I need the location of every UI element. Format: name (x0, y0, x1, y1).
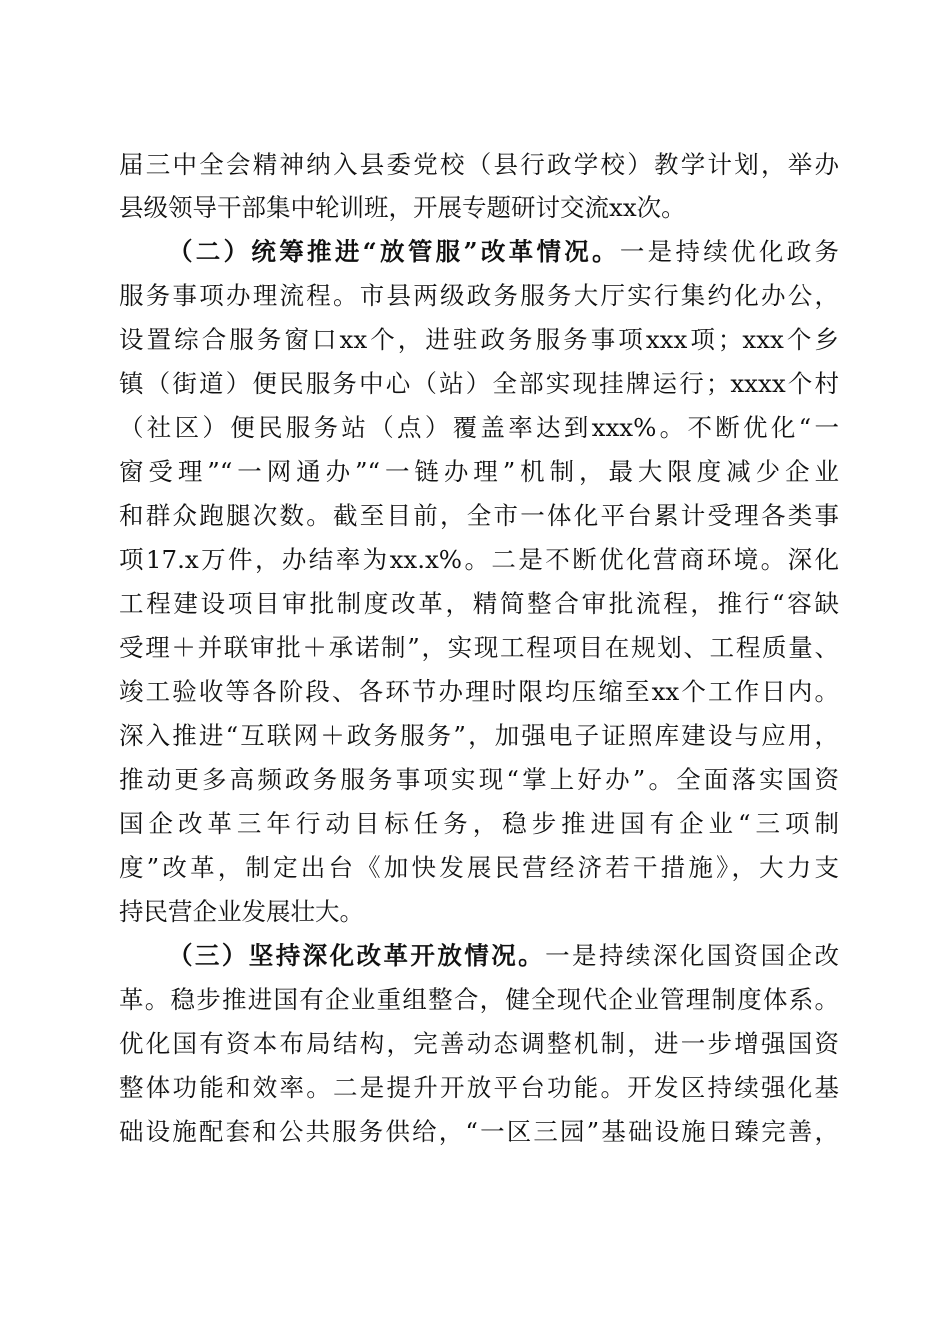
paragraph-line: 镇（街道）便民服务中心（站）全部实现挂牌运行；xxxx个村 (119, 369, 839, 398)
paragraph-line: 础设施配套和公共服务供给，“一区三园”基础设施日臻完善， (119, 1117, 839, 1146)
paragraph-line: 届三中全会精神纳入县委党校（县行政学校）教学计划，举办 (119, 150, 839, 179)
paragraph-line: 县级领导干部集中轮训班，开展专题研讨交流xx次。 (119, 193, 686, 222)
paragraph-line: 设置综合服务窗口xx个，进驻政务服务事项xxx项；xxx个乡 (119, 325, 839, 354)
section-2-heading: （二）统筹推进“放管服”改革情况。 (168, 237, 620, 266)
section-3-first-line (168, 941, 839, 971)
paragraph-line: 国企改革三年行动目标任务，稳步推进国有企业“三项制 (119, 809, 839, 838)
section-2-first-line (168, 237, 839, 267)
paragraph-line: 革。稳步推进国有企业重组整合，健全现代企业管理制度体系。 (119, 985, 839, 1014)
paragraph-line: 工程建设项目审批制度改革，精简整合审批流程，推行“容缺 (119, 589, 839, 618)
paragraph-line: 窗受理”“一网通办”“一链办理”机制，最大限度减少企业 (119, 457, 839, 486)
paragraph-line: 和群众跑腿次数。截至目前，全市一体化平台累计受理各类事 (119, 501, 839, 530)
paragraph-line: 整体功能和效率。二是提升开放平台功能。开发区持续强化基 (119, 1073, 839, 1102)
paragraph-line: 受理＋并联审批＋承诺制”，实现工程项目在规划、工程质量、 (119, 633, 839, 662)
paragraph-line: 优化国有资本布局结构，完善动态调整机制，进一步增强国资 (119, 1029, 839, 1058)
paragraph-line: 项17.x万件，办结率为xx.x%。二是不断优化营商环境。深化 (119, 545, 839, 574)
paragraph-line: 服务事项办理流程。市县两级政务服务大厅实行集约化办公， (119, 281, 839, 310)
paragraph-line: （社区）便民服务站（点）覆盖率达到xxx%。不断优化“一 (119, 413, 839, 442)
section-2-lead: 一是持续优化政务 (619, 237, 840, 266)
paragraph-line: 持民营企业发展壮大。 (119, 897, 364, 926)
section-3-heading: （三）坚持深化改革开放情况。 (168, 941, 546, 970)
paragraph-line: 深入推进“互联网＋政务服务”，加强电子证照库建设与应用， (119, 721, 839, 750)
paragraph-line: 竣工验收等各阶段、各环节办理时限均压缩至xx个工作日内。 (119, 677, 839, 706)
paragraph-line: 度”改革，制定出台《加快发展民营经济若干措施》，大力支 (119, 853, 839, 882)
paragraph-line: 推动更多高频政务服务事项实现“掌上好办”。全面落实国资 (119, 765, 839, 794)
section-3-lead: 一是持续深化国资国企改 (545, 941, 839, 970)
